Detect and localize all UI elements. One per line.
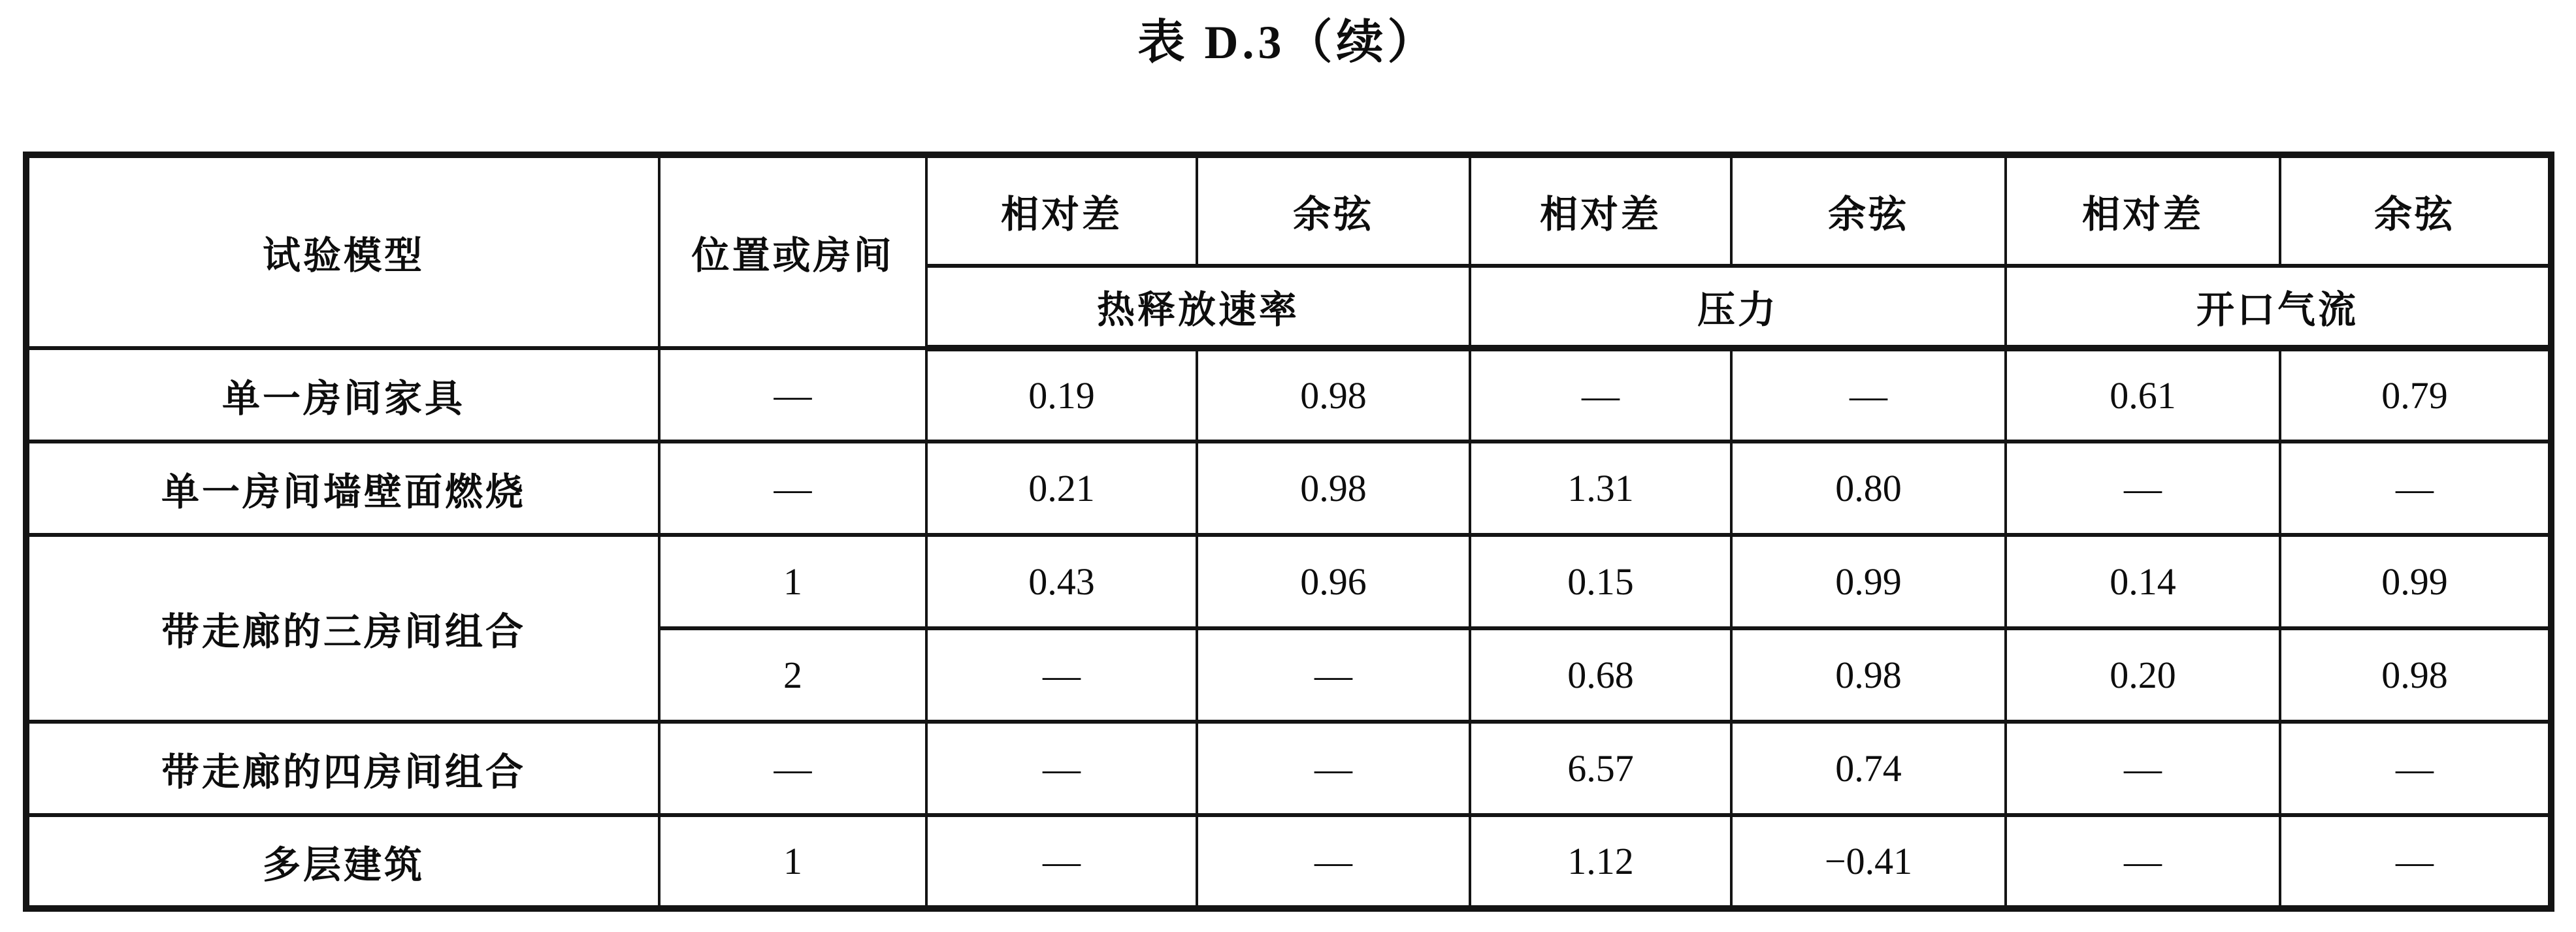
pressure-cos-cell: −0.41 xyxy=(1731,815,2006,908)
flow-rel-cell: 0.20 xyxy=(2006,628,2280,722)
header-cosine-flow: 余弦 xyxy=(2280,155,2551,266)
hrr-rel-cell: — xyxy=(926,628,1197,722)
pressure-rel-cell: — xyxy=(1470,348,1731,442)
hrr-cos-cell: — xyxy=(1197,815,1470,908)
table-title: 表 D.3（续） xyxy=(1137,16,1439,69)
header-group-vent-flow: 开口气流 xyxy=(2006,266,2551,348)
model-cell: 单一房间墙壁面燃烧 xyxy=(26,442,659,535)
pressure-cos-cell: 0.80 xyxy=(1731,442,2006,535)
hrr-cos-cell: 0.98 xyxy=(1197,348,1470,442)
pressure-rel-cell: 0.68 xyxy=(1470,628,1731,722)
hrr-cos-cell: — xyxy=(1197,722,1470,815)
flow-cos-cell: 0.99 xyxy=(2280,535,2551,628)
position-cell: 1 xyxy=(659,535,926,628)
position-cell: 1 xyxy=(659,815,926,908)
header-cosine-hrr: 余弦 xyxy=(1197,155,1470,266)
flow-rel-cell: — xyxy=(2006,815,2280,908)
header-row-top xyxy=(26,155,2551,266)
hrr-cos-cell: 0.96 xyxy=(1197,535,1470,628)
table-row xyxy=(26,722,2551,815)
position-cell: 2 xyxy=(659,628,926,722)
pressure-cos-cell: 0.99 xyxy=(1731,535,2006,628)
model-cell: 带走廊的三房间组合 xyxy=(26,535,659,722)
header-cosine-pressure: 余弦 xyxy=(1731,155,2006,266)
pressure-cos-cell: 0.74 xyxy=(1731,722,2006,815)
hrr-rel-cell: — xyxy=(926,722,1197,815)
header-position: 位置或房间 xyxy=(659,155,926,348)
flow-rel-cell: 0.14 xyxy=(2006,535,2280,628)
pressure-cos-cell: 0.98 xyxy=(1731,628,2006,722)
table-row xyxy=(26,815,2551,908)
model-cell: 多层建筑 xyxy=(26,815,659,908)
flow-cos-cell: 0.79 xyxy=(2280,348,2551,442)
hrr-rel-cell: 0.43 xyxy=(926,535,1197,628)
pressure-rel-cell: 0.15 xyxy=(1470,535,1731,628)
results-table xyxy=(23,152,2554,912)
flow-cos-cell: — xyxy=(2280,442,2551,535)
pressure-rel-cell: 1.12 xyxy=(1470,815,1731,908)
position-cell: — xyxy=(659,348,926,442)
position-cell: — xyxy=(659,722,926,815)
hrr-cos-cell: — xyxy=(1197,628,1470,722)
pressure-rel-cell: 6.57 xyxy=(1470,722,1731,815)
table-row xyxy=(26,348,2551,442)
header-group-hrr: 热释放速率 xyxy=(926,266,1470,348)
model-cell: 带走廊的四房间组合 xyxy=(26,722,659,815)
hrr-rel-cell: — xyxy=(926,815,1197,908)
model-cell: 单一房间家具 xyxy=(26,348,659,442)
flow-cos-cell: 0.98 xyxy=(2280,628,2551,722)
hrr-rel-cell: 0.21 xyxy=(926,442,1197,535)
hrr-cos-cell: 0.98 xyxy=(1197,442,1470,535)
pressure-rel-cell: 1.31 xyxy=(1470,442,1731,535)
header-group-pressure: 压力 xyxy=(1470,266,2006,348)
header-rel-diff-flow: 相对差 xyxy=(2006,155,2280,266)
header-rel-diff-pressure: 相对差 xyxy=(1470,155,1731,266)
header-model: 试验模型 xyxy=(26,155,659,348)
hrr-rel-cell: 0.19 xyxy=(926,348,1197,442)
flow-rel-cell: — xyxy=(2006,442,2280,535)
flow-rel-cell: 0.61 xyxy=(2006,348,2280,442)
table-row xyxy=(26,535,2551,628)
flow-cos-cell: — xyxy=(2280,722,2551,815)
position-cell: — xyxy=(659,442,926,535)
flow-cos-cell: — xyxy=(2280,815,2551,908)
header-rel-diff-hrr: 相对差 xyxy=(926,155,1197,266)
flow-rel-cell: — xyxy=(2006,722,2280,815)
pressure-cos-cell: — xyxy=(1731,348,2006,442)
table-row xyxy=(26,442,2551,535)
